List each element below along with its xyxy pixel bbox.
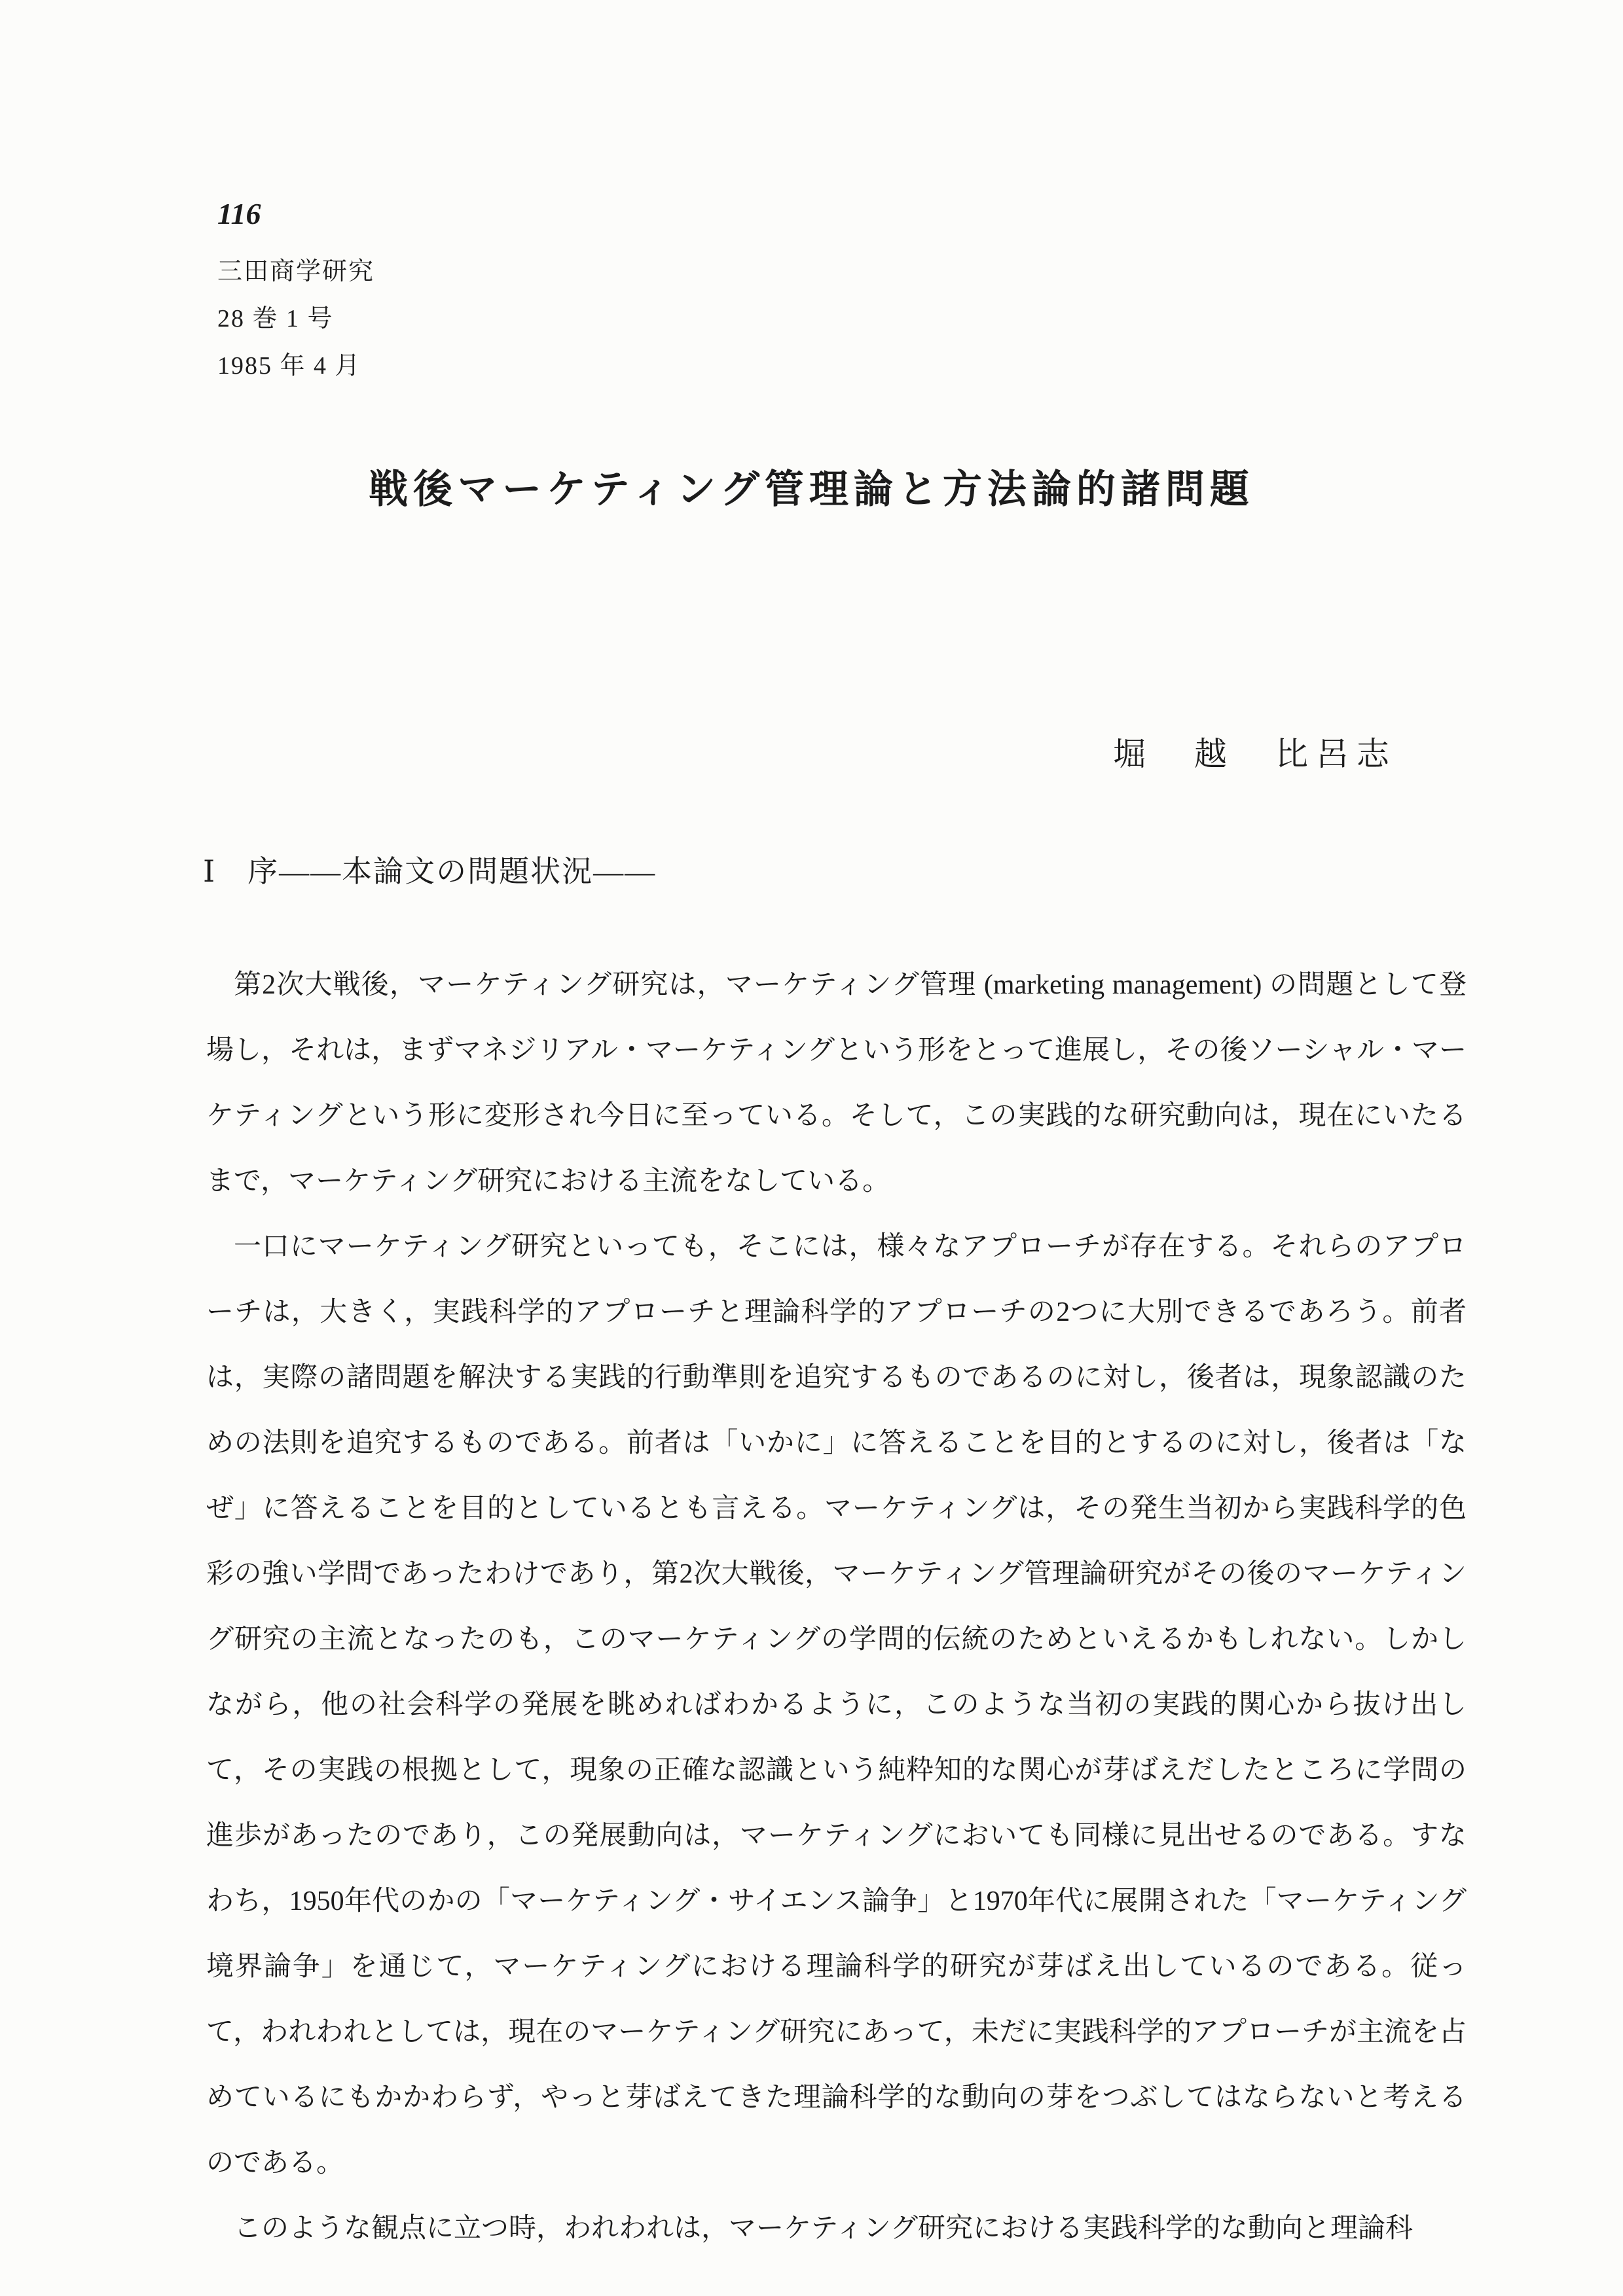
paper-title: 戦後マーケティング管理論と方法論的諸問題 (369, 468, 1254, 511)
journal-date: 1985 年 4 月 (217, 352, 361, 380)
paragraph-3: このような観点に立つ時，われわれは，マーケティング研究における実践科学的な動向と理論科 (234, 2214, 1413, 2244)
author-name: 堀 越 比呂志 (1113, 736, 1397, 772)
section-heading: Ⅰ 序――本論文の問題状況―― (203, 855, 657, 888)
journal-volume: 28 巻 1 号 (217, 305, 334, 332)
journal-name: 三田商学研究 (217, 258, 375, 285)
paragraph-1: 第2次大戦後，マーケティング研究は，マーケティング管理 (marketing management) の問題として登場し，それは，まずマネジリアル・マーケティングという形をとって進展し，その後ソーシャル・マーケティングという形に変形され今日に至っている。そして，この実践的な研究動向は，現在にいたるまで，マーケティング研究における主流をなしている。 (206, 970, 1467, 1196)
paragraph-2: 一口にマーケティング研究といっても，そこには，様々なアプローチが存在する。それらのアプローチは，大きく，実践科学的アプローチと理論科学的アプローチの2つに大別できるであろう。前者は，実際の諸問題を解決する実践的行動準則を追究するものであるのに対し，後者は，現象認識のための法則を追究するものである。前者は「いかに」に答えることを目的とするのに対し，後者は「なぜ」に答えることを目的としているとも言える。マーケティングは，その発生当初から実践科学的色彩の強い学問であったわけであり，第2次大戦後，マーケティング管理論研究がその後のマーケティング研究の主流となったのも，このマーケティングの学問的伝統のためといえるかもしれない。しかしながら，他の社会科学の発展を眺めればわかるように，このような当初の実践的関心から抜け出して，その実践の根拠として，現象の正確な認識という純粋知的な関心が芽ばえだしたところに学問の進歩があったのであり，この発展動向は，マーケティングにおいても同様に見出せるのである。すなわち，1950年代のかの「マーケティング・サイエンス論争」と1970年代に展開された「マーケティング境界論争」を通じて，マーケティングにおける理論科学的研究が芽ばえ出しているのである。従って，われわれとしては，現在のマーケティング研究にあって，未だに実践科学的アプローチが主流を占めているにもかかわらず，やっと芽ばえてきた理論科学的な動向の芽をつぶしてはならないと考えるのである。 (206, 1232, 1467, 2178)
journal-header (217, 196, 374, 389)
page-number: 116 (217, 197, 261, 230)
body-text (206, 952, 1467, 2261)
